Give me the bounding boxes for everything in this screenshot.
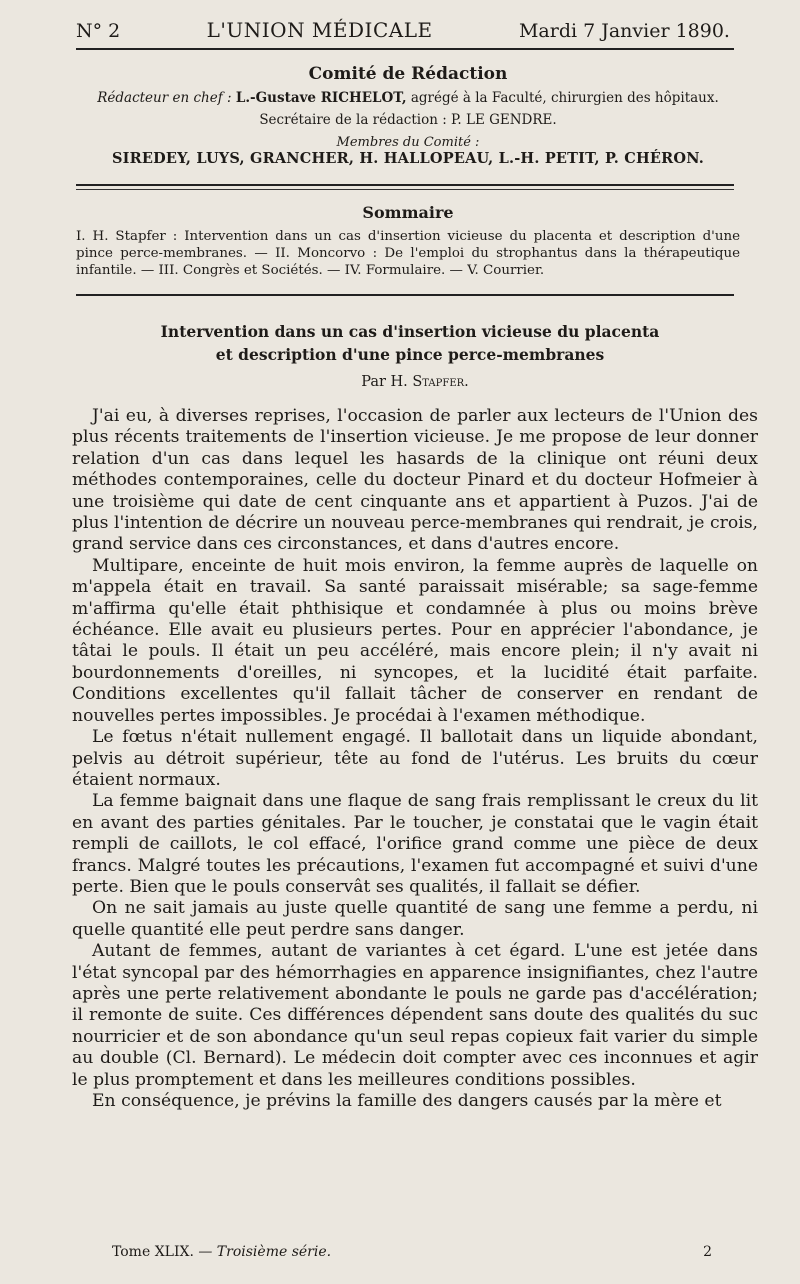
paragraph: En conséquence, je prévins la famille des dangers causés par la mère et	[92, 1091, 722, 1111]
paragraph: Multipare, enceinte de huit mois environ, la femme auprès de laquelle on m'appela était en travail. Sa santé paraissait misérable; sa sage-femme m'affirma qu'elle était phthisique et condamnée à plus ou moins brève échéance. Elle avait eu plusieurs pertes. Pour en apprécier l'abondance, je tâtai le pouls. Il était un peu accéléré, mais encore plein; il n'y avait ni bourdonnements d'oreilles, ni syncopes, et la lucidité était parfaite. Conditions excellentes qu'il fallait tâcher de conserver en rendant de nouvelles pertes impossibles. Je procédai à l'examen méthodique.	[72, 555, 758, 726]
author-prefix: Par H.	[361, 374, 408, 390]
article-title	[120, 320, 700, 366]
sommaire-title: Sommaire	[362, 203, 454, 222]
committee-title: Comité de Rédaction	[308, 64, 508, 84]
page-footer	[112, 1244, 712, 1260]
footer-volume	[112, 1244, 331, 1260]
paragraph: On ne sait jamais au juste quelle quantité de sang une femme a perdu, ni quelle quantité elle peut perdre sans danger.	[72, 898, 758, 940]
paragraph: Autant de femmes, autant de variantes à cet égard. L'une est jetée dans l'état syncopal par des hémorrhagies en apparence insignifiantes, chez l'autre après une perte relativement abondante le pouls ne garde pas d'accélération; il remonte de suite. Ces différences dépendent sans doute des qualités du suc nourricier et de son abondance qu'un seul repas copieux fait varier du simple au double (Cl. Bernard). Le médecin doit compter avec ces inconnues et agir le plus promptement et dans les meilleures conditions possibles.	[72, 941, 758, 1090]
committee-members: SIREDEY, LUYS, GRANCHER, H. HALLOPEAU, L.-H. PETIT, P. CHÉRON.	[112, 150, 704, 167]
header-rule	[76, 48, 734, 50]
chief-name: L.-Gustave RICHELOT,	[235, 90, 407, 106]
article-title-line-2: et description d'une pince perce-membranes	[215, 345, 605, 364]
article-author	[0, 374, 800, 390]
paragraph: La femme baignait dans une flaque de sang frais remplissant le creux du lit en avant des parties génitales. Par le toucher, je constatai que le vagin était rempli de caillots, le col effacé, l'orifice grand comme une pièce de deux francs. Malgré toutes les précautions, l'examen fut accompagné et suivi d'une perte. Bien que le pouls conservât ses qualités, il fallait se défier.	[72, 791, 758, 897]
page-number: 2	[703, 1244, 712, 1260]
editorial-committee	[76, 64, 740, 167]
table-of-contents	[76, 203, 740, 279]
chief-description: agrégé à la Faculté, chirurgien des hôpitaux.	[410, 90, 719, 106]
article-title-line-1: Intervention dans un cas d'insertion vicieuse du placenta	[160, 322, 660, 341]
issue-date: Mardi 7 Janvier 1890.	[518, 20, 730, 42]
chief-label: Rédacteur en chef :	[97, 90, 232, 106]
author-name: Stapfer.	[412, 374, 469, 390]
paragraph: J'ai eu, à diverses reprises, l'occasion de parler aux lecteurs de l'Union des plus récents traitements de l'insertion vicieuse. Je me propose de leur donner relation d'un cas dans lequel les hasards de la clinique ont réuni deux méthodes contemporaines, celle du docteur Pinard et du docteur Hofmeier à une troisième qui date de cent cinquante ans et appartient à Puzos. J'ai de plus l'intention de décrire un nouveau perce-membranes qui rendrait, je crois, grand service dans ces circonstances, et dans d'autres encore.	[72, 406, 758, 555]
journal-title: L'UNION MÉDICALE	[206, 18, 433, 42]
chief-editor-line	[76, 90, 740, 106]
committee-rule-bottom	[76, 189, 734, 190]
sommaire-text: I. H. Stapfer : Intervention dans un cas d'insertion vicieuse du placenta et description d'une pince perce-membranes. — II. Moncorvo : De l'emploi du strophantus dans la thérapeutique infantile. — III. Congrès et Sociétés. — IV. Formulaire. — V. Courrier.	[76, 229, 740, 278]
paragraph: Le fœtus n'était nullement engagé. Il ballotait dans un liquide abondant, pelvis au détroit supérieur, tête au fond de l'utérus. Les bruits du cœur étaient normaux.	[72, 727, 758, 790]
article-body	[72, 406, 758, 1112]
members-label: Membres du Comité :	[336, 135, 480, 150]
series-label: — Troisième série.	[198, 1244, 332, 1260]
volume-number: Tome XLIX.	[112, 1244, 194, 1260]
secretary-line: Secrétaire de la rédaction : P. LE GENDRE.	[259, 112, 557, 128]
committee-rule-top	[76, 184, 734, 186]
page-header	[76, 18, 730, 42]
sommaire-rule	[76, 294, 734, 296]
issue-number: N° 2	[76, 20, 121, 42]
